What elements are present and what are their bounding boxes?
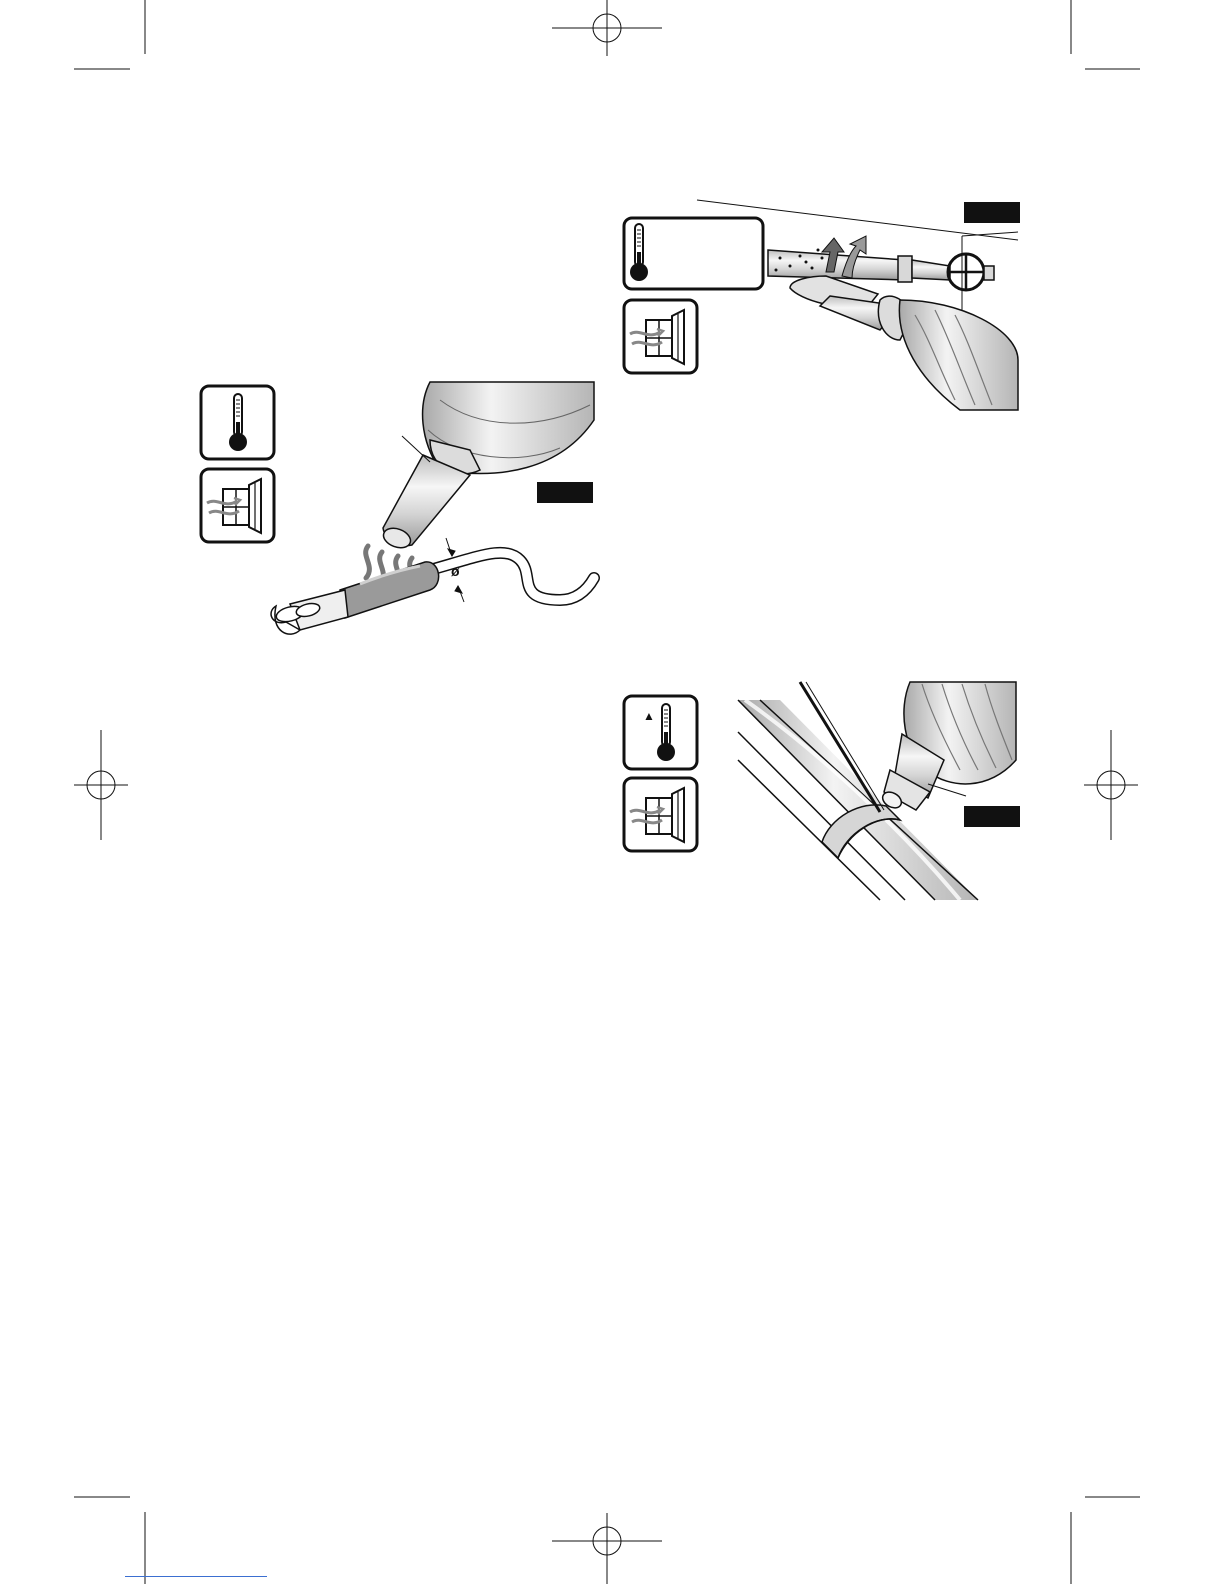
figure-shrink-tubing [201,382,594,634]
thermometer-high-icon-box [624,696,697,769]
figure-label-tab [964,202,1020,223]
registration-mark-bottom [552,1513,662,1584]
figure-solder-pipe [624,682,1020,900]
heat-gun-illustration [381,382,594,551]
registration-mark-left [74,730,128,840]
registration-mark-top [552,0,662,56]
heat-gun-illustration [880,682,1016,811]
figure-label-tab [537,482,593,503]
heat-gun-illustration [790,276,1018,410]
figure-thaw-pipe [624,200,1020,410]
thermometer-icon-box [624,218,763,289]
footer-link-line [125,1576,267,1577]
ventilation-icon-box [624,300,697,373]
ventilation-icon-box [624,778,697,851]
diameter-symbol: ø [451,563,460,579]
high-temperature-indicator: ▲ [643,709,655,723]
crop-marks [74,0,1140,1584]
registration-mark-right [1084,730,1138,840]
ventilation-icon-box [201,469,274,542]
cable-with-connector [271,553,594,634]
thermometer-icon-box [201,386,274,459]
figure-label-tab [964,806,1020,827]
